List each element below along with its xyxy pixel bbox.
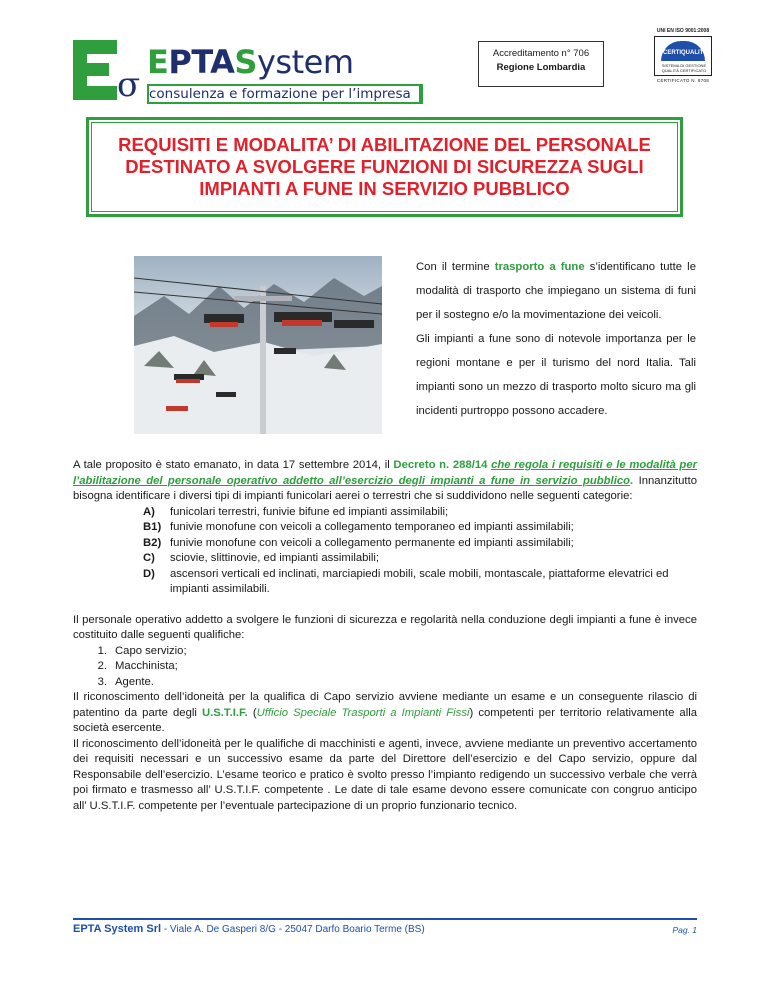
cert-number: CERTIFICATO N. 8708 — [656, 78, 710, 83]
certiquality-icon: CERTIQUALITY SISTEMA DI GESTIONE QUALITÀ CERTIFICATO — [654, 36, 712, 76]
list-item: 2. Macchinista; — [97, 660, 178, 672]
body-paragraph-capo: Il riconoscimento dell’idoneità per la qualifica di Capo servizio avviene mediante un esame e un conseguente rilascio di patentino da parte degli U.S.T.I.F. (Ufficio Speciale Trasporti a Impianti Fissi) competenti per territorio relativamente alla società esercente. — [73, 691, 698, 734]
list-item: B1) funivie monofune con veicoli a collegamento temporaneo ed impianti assimilabili; — [143, 521, 574, 533]
accreditation-number: Accreditamento n° 706 — [492, 48, 590, 59]
footer-address: - Viale A. De Gasperi 8/G - 25047 Darfo Boario Terme (BS) — [161, 924, 425, 935]
certification-badge — [651, 28, 715, 100]
footer-divider — [73, 918, 697, 920]
company-logo — [73, 40, 423, 104]
logo-tagline-bar — [147, 84, 423, 104]
body-text — [73, 458, 697, 814]
logo-tagline: consulenza e formazione per l’impresa — [149, 86, 419, 102]
body-paragraph-macchinisti: Il riconoscimento dell’idoneità per le qualifiche di macchinisti e agenti, invece, avviene mediante un preventivo accertamento dei requisiti necessari e un successivo esame da parte del Direttore dell’esercizio e del Capo servizio, oppure dal Responsabile dell’esercizio. L’esame teorico e pratico è svolto presso l’impianto redigendo un successivo verbale che verrà poi firmato e trasmesso all’ U.S.T.I.F. competente . Le date di tale esame devono essere comunicate con congruo anticipo all’ U.S.T.I.F. competente per l’eventuale partecipazione di un proprio funzionario tecnico. — [73, 737, 697, 812]
intro-paragraph-2: Gli impianti a fune sono di notevole importanza per le regioni montane e per il turismo del nord Italia. Tali impianti sono un mezzo di trasporto molto sicuro ma gli incidenti purtroppo possono accadere. — [416, 333, 696, 417]
list-item: B2) funivie monofune con veicoli a collegamento permanente ed impianti assimilabili; — [143, 536, 574, 549]
list-item: A) funicolari terrestri, funivie bifune ed impianti assimilabili; — [143, 505, 449, 518]
cert-standard: UNI EN ISO 9001:2008 — [656, 28, 710, 34]
footer-company: EPTA System Srl — [73, 923, 162, 935]
accreditation-box — [478, 41, 604, 87]
logo-wordmark: EPTASystem — [147, 43, 354, 81]
list-item: 3. Agente. — [97, 675, 154, 688]
category-list — [143, 505, 697, 598]
intro-paragraph-1: Con il termine trasporto a fune s’identificano tutte le modalità di trasporto che impiegano un sistema di funi per il sostegno e/o la movimentazione dei veicoli. — [416, 261, 696, 321]
page-title: REQUISITI E MODALITA’ DI ABILITAZIONE DEL PERSONALE DESTINATO A SVOLGERE FUNZIONI DI SICUREZZA SUGLI IMPIANTI A FUNE IN SERVIZIO PUBBLICO — [118, 134, 651, 199]
list-item: 1. Capo servizio; — [97, 644, 187, 657]
body-paragraph-personnel: Il personale operativo addetto a svolgere le funzioni di sicurezza e regolarità nella conduzione degli impianti a fune è invece costituito dalle seguenti qualifiche: — [73, 613, 697, 641]
list-item: D) ascensori verticali ed inclinati, marciapiedi mobili, scale mobili, montascale, piattaforme elevatrici ed impianti assimilabili. — [143, 567, 669, 595]
accreditation-region: Regione Lombardia — [496, 62, 586, 73]
page-number: Pag. 1 — [672, 925, 697, 935]
intro-text — [416, 255, 696, 423]
chairlift-photo — [134, 256, 382, 434]
list-item: C) sciovie, slittinovie, ed impianti assimilabili; — [143, 552, 380, 564]
body-paragraph-decree: A tale proposito è stato emanato, in data 17 settembre 2014, il Decreto n. 288/14 che regola i requisiti e le modalità per l’abilitazione del personale operativo addetto all’esercizio degli impianti a fune in servizio pubblico. Innanzitutto bisogna identificare i diversi tipi di impianti funicolari aerei o terrestri che si suddividono nelle seguenti categorie: — [73, 459, 698, 502]
title-box — [86, 117, 683, 217]
page-footer — [73, 923, 697, 935]
qualifiche-list — [93, 644, 697, 691]
logo-e-mark-icon: σ — [73, 40, 141, 102]
